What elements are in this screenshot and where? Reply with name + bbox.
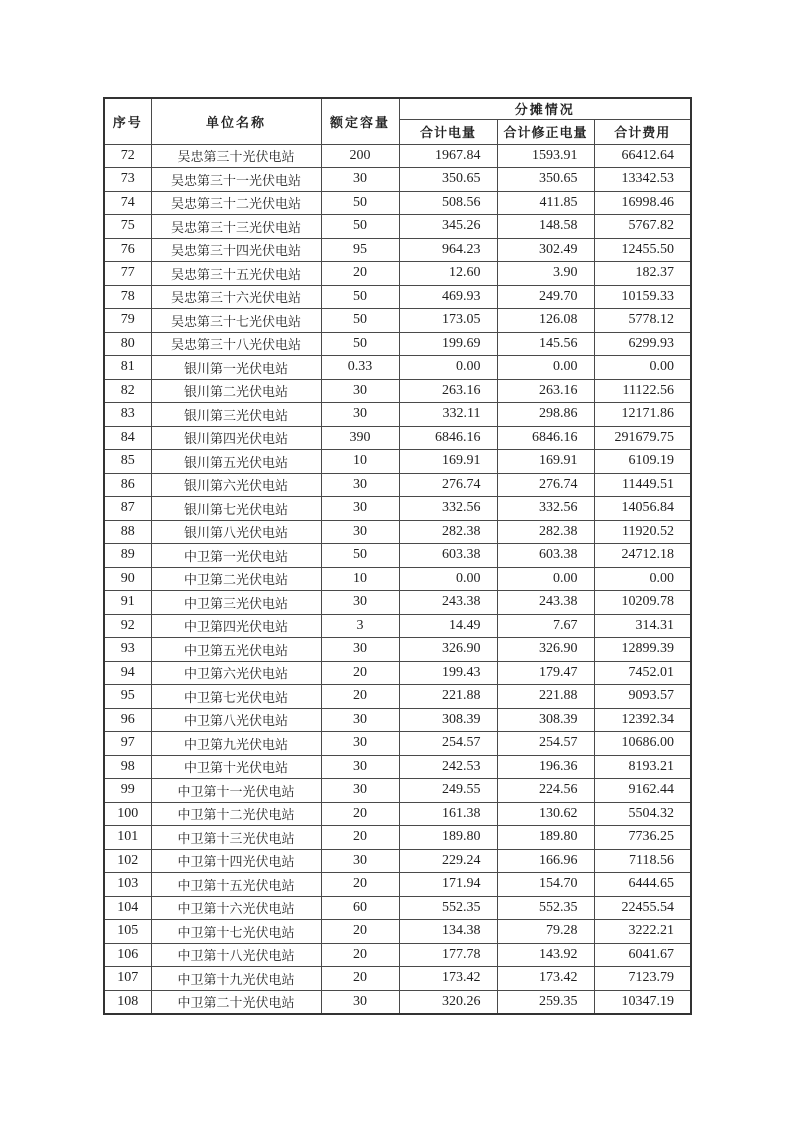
cell-total-corrected-power: 7.67: [497, 614, 594, 638]
cell-unit-name: 中卫第十五光伏电站: [151, 873, 321, 897]
cell-total-corrected-power: 189.80: [497, 826, 594, 850]
cell-unit-name: 吴忠第三十光伏电站: [151, 144, 321, 168]
cell-seq: 76: [104, 238, 151, 262]
cell-unit-name: 银川第六光伏电站: [151, 473, 321, 497]
cell-unit-name: 银川第一光伏电站: [151, 356, 321, 380]
cell-total-cost: 6299.93: [594, 332, 691, 356]
cell-total-corrected-power: 243.38: [497, 591, 594, 615]
cell-total-corrected-power: 282.38: [497, 520, 594, 544]
cell-total-power: 282.38: [399, 520, 497, 544]
cell-total-power: 249.55: [399, 779, 497, 803]
cell-seq: 107: [104, 967, 151, 991]
cell-capacity: 20: [321, 826, 399, 850]
cell-total-cost: 314.31: [594, 614, 691, 638]
cell-capacity: 20: [321, 873, 399, 897]
table-row: [104, 779, 691, 803]
cell-unit-name: 吴忠第三十八光伏电站: [151, 332, 321, 356]
header-allocation-group: 分摊情况: [399, 98, 691, 119]
cell-seq: 82: [104, 379, 151, 403]
cell-total-cost: 22455.54: [594, 896, 691, 920]
cell-total-power: 345.26: [399, 215, 497, 239]
cell-seq: 102: [104, 849, 151, 873]
cell-seq: 81: [104, 356, 151, 380]
cell-total-cost: 10159.33: [594, 285, 691, 309]
cell-capacity: 30: [321, 497, 399, 521]
cell-unit-name: 中卫第三光伏电站: [151, 591, 321, 615]
cell-total-corrected-power: 145.56: [497, 332, 594, 356]
cell-unit-name: 银川第四光伏电站: [151, 426, 321, 450]
cell-total-corrected-power: 259.35: [497, 990, 594, 1014]
cell-capacity: 30: [321, 379, 399, 403]
cell-seq: 90: [104, 567, 151, 591]
cell-total-corrected-power: 1593.91: [497, 144, 594, 168]
cell-total-cost: 5504.32: [594, 802, 691, 826]
table-row: [104, 708, 691, 732]
table-body: [104, 144, 691, 1014]
cell-total-cost: 11449.51: [594, 473, 691, 497]
cell-total-corrected-power: 143.92: [497, 943, 594, 967]
cell-total-power: 332.56: [399, 497, 497, 521]
cell-unit-name: 中卫第九光伏电站: [151, 732, 321, 756]
cell-seq: 77: [104, 262, 151, 286]
cell-total-cost: 66412.64: [594, 144, 691, 168]
cell-capacity: 390: [321, 426, 399, 450]
cell-total-cost: 0.00: [594, 356, 691, 380]
cell-capacity: 20: [321, 685, 399, 709]
cell-total-corrected-power: 326.90: [497, 638, 594, 662]
cell-capacity: 30: [321, 779, 399, 803]
cell-total-corrected-power: 173.42: [497, 967, 594, 991]
cell-capacity: 0.33: [321, 356, 399, 380]
table-row: [104, 896, 691, 920]
cell-total-cost: 8193.21: [594, 755, 691, 779]
cell-total-corrected-power: 179.47: [497, 661, 594, 685]
cell-seq: 103: [104, 873, 151, 897]
cell-unit-name: 中卫第六光伏电站: [151, 661, 321, 685]
cell-unit-name: 中卫第十三光伏电站: [151, 826, 321, 850]
cell-total-corrected-power: 166.96: [497, 849, 594, 873]
cell-capacity: 20: [321, 967, 399, 991]
cell-total-cost: 7118.56: [594, 849, 691, 873]
table-row: [104, 661, 691, 685]
cell-capacity: 50: [321, 544, 399, 568]
cell-total-corrected-power: 254.57: [497, 732, 594, 756]
cell-capacity: 50: [321, 191, 399, 215]
cell-unit-name: 中卫第二光伏电站: [151, 567, 321, 591]
cell-seq: 83: [104, 403, 151, 427]
cell-capacity: 50: [321, 285, 399, 309]
cell-capacity: 50: [321, 332, 399, 356]
cell-unit-name: 中卫第十光伏电站: [151, 755, 321, 779]
cell-total-corrected-power: 332.56: [497, 497, 594, 521]
cell-total-corrected-power: 411.85: [497, 191, 594, 215]
cell-unit-name: 吴忠第三十三光伏电站: [151, 215, 321, 239]
cell-total-cost: 10686.00: [594, 732, 691, 756]
cell-total-power: 171.94: [399, 873, 497, 897]
cell-total-cost: 9162.44: [594, 779, 691, 803]
cell-capacity: 30: [321, 520, 399, 544]
cell-seq: 85: [104, 450, 151, 474]
table-row: [104, 967, 691, 991]
cell-total-power: 350.65: [399, 168, 497, 192]
cell-seq: 96: [104, 708, 151, 732]
cell-unit-name: 中卫第五光伏电站: [151, 638, 321, 662]
cell-unit-name: 中卫第八光伏电站: [151, 708, 321, 732]
cell-unit-name: 银川第七光伏电站: [151, 497, 321, 521]
cell-seq: 80: [104, 332, 151, 356]
table-row: [104, 520, 691, 544]
cell-seq: 100: [104, 802, 151, 826]
table-row: [104, 873, 691, 897]
cell-seq: 72: [104, 144, 151, 168]
cell-total-corrected-power: 263.16: [497, 379, 594, 403]
table-row: [104, 285, 691, 309]
cell-unit-name: 中卫第十八光伏电站: [151, 943, 321, 967]
table-row: [104, 332, 691, 356]
table-row: [104, 168, 691, 192]
cell-total-power: 964.23: [399, 238, 497, 262]
table-row: [104, 544, 691, 568]
cell-unit-name: 中卫第十一光伏电站: [151, 779, 321, 803]
cell-total-cost: 6109.19: [594, 450, 691, 474]
cell-total-cost: 12899.39: [594, 638, 691, 662]
cell-total-corrected-power: 169.91: [497, 450, 594, 474]
cell-seq: 98: [104, 755, 151, 779]
cell-capacity: 30: [321, 403, 399, 427]
cell-capacity: 20: [321, 661, 399, 685]
table-row: [104, 990, 691, 1014]
cell-total-power: 508.56: [399, 191, 497, 215]
cell-capacity: 30: [321, 732, 399, 756]
cell-total-power: 308.39: [399, 708, 497, 732]
cell-total-corrected-power: 0.00: [497, 567, 594, 591]
cell-seq: 94: [104, 661, 151, 685]
allocation-table: [103, 97, 692, 1015]
cell-capacity: 30: [321, 849, 399, 873]
cell-capacity: 200: [321, 144, 399, 168]
cell-capacity: 50: [321, 309, 399, 333]
cell-total-cost: 7123.79: [594, 967, 691, 991]
cell-total-corrected-power: 0.00: [497, 356, 594, 380]
table-row: [104, 262, 691, 286]
cell-unit-name: 银川第八光伏电站: [151, 520, 321, 544]
cell-total-cost: 14056.84: [594, 497, 691, 521]
table-row: [104, 755, 691, 779]
cell-capacity: 30: [321, 638, 399, 662]
cell-total-corrected-power: 224.56: [497, 779, 594, 803]
cell-seq: 93: [104, 638, 151, 662]
table-row: [104, 614, 691, 638]
cell-unit-name: 中卫第一光伏电站: [151, 544, 321, 568]
table-row: [104, 356, 691, 380]
cell-total-power: 1967.84: [399, 144, 497, 168]
cell-unit-name: 吴忠第三十二光伏电站: [151, 191, 321, 215]
cell-seq: 99: [104, 779, 151, 803]
cell-total-power: 6846.16: [399, 426, 497, 450]
cell-total-cost: 182.37: [594, 262, 691, 286]
cell-unit-name: 中卫第四光伏电站: [151, 614, 321, 638]
table-row: [104, 450, 691, 474]
cell-seq: 108: [104, 990, 151, 1014]
cell-total-cost: 5778.12: [594, 309, 691, 333]
cell-unit-name: 吴忠第三十四光伏电站: [151, 238, 321, 262]
table-row: [104, 238, 691, 262]
table-row: [104, 144, 691, 168]
cell-seq: 89: [104, 544, 151, 568]
cell-capacity: 20: [321, 943, 399, 967]
cell-total-power: 169.91: [399, 450, 497, 474]
header-total-power: 合计电量: [399, 119, 497, 144]
cell-unit-name: 中卫第十九光伏电站: [151, 967, 321, 991]
table-row: [104, 920, 691, 944]
cell-total-power: 242.53: [399, 755, 497, 779]
cell-seq: 88: [104, 520, 151, 544]
cell-total-cost: 16998.46: [594, 191, 691, 215]
table-row: [104, 379, 691, 403]
cell-total-power: 552.35: [399, 896, 497, 920]
cell-total-corrected-power: 6846.16: [497, 426, 594, 450]
cell-total-power: 161.38: [399, 802, 497, 826]
cell-unit-name: 中卫第十六光伏电站: [151, 896, 321, 920]
cell-total-power: 326.90: [399, 638, 497, 662]
cell-total-cost: 11122.56: [594, 379, 691, 403]
cell-total-cost: 291679.75: [594, 426, 691, 450]
cell-seq: 104: [104, 896, 151, 920]
table-row: [104, 403, 691, 427]
cell-total-cost: 3222.21: [594, 920, 691, 944]
cell-total-cost: 12455.50: [594, 238, 691, 262]
cell-total-corrected-power: 302.49: [497, 238, 594, 262]
cell-unit-name: 中卫第十二光伏电站: [151, 802, 321, 826]
cell-total-corrected-power: 276.74: [497, 473, 594, 497]
cell-capacity: 50: [321, 215, 399, 239]
cell-total-power: 14.49: [399, 614, 497, 638]
cell-unit-name: 吴忠第三十一光伏电站: [151, 168, 321, 192]
header-unit-name: 单位名称: [151, 98, 321, 144]
cell-total-corrected-power: 196.36: [497, 755, 594, 779]
cell-total-power: 603.38: [399, 544, 497, 568]
cell-total-cost: 7736.25: [594, 826, 691, 850]
cell-seq: 75: [104, 215, 151, 239]
table-header: [104, 98, 691, 144]
cell-capacity: 10: [321, 567, 399, 591]
cell-capacity: 30: [321, 708, 399, 732]
cell-capacity: 30: [321, 990, 399, 1014]
cell-unit-name: 中卫第七光伏电站: [151, 685, 321, 709]
cell-total-corrected-power: 3.90: [497, 262, 594, 286]
cell-total-cost: 12392.34: [594, 708, 691, 732]
cell-total-power: 0.00: [399, 567, 497, 591]
cell-total-power: 199.69: [399, 332, 497, 356]
cell-total-corrected-power: 350.65: [497, 168, 594, 192]
table-row: [104, 567, 691, 591]
cell-seq: 84: [104, 426, 151, 450]
cell-total-cost: 6041.67: [594, 943, 691, 967]
cell-total-power: 276.74: [399, 473, 497, 497]
cell-seq: 73: [104, 168, 151, 192]
cell-total-corrected-power: 552.35: [497, 896, 594, 920]
cell-capacity: 30: [321, 591, 399, 615]
cell-capacity: 20: [321, 262, 399, 286]
table-row: [104, 732, 691, 756]
cell-total-corrected-power: 126.08: [497, 309, 594, 333]
cell-total-power: 243.38: [399, 591, 497, 615]
cell-seq: 97: [104, 732, 151, 756]
cell-unit-name: 中卫第十四光伏电站: [151, 849, 321, 873]
cell-total-power: 173.42: [399, 967, 497, 991]
cell-total-power: 12.60: [399, 262, 497, 286]
cell-total-cost: 11920.52: [594, 520, 691, 544]
cell-unit-name: 吴忠第三十七光伏电站: [151, 309, 321, 333]
cell-seq: 105: [104, 920, 151, 944]
table-row: [104, 638, 691, 662]
cell-seq: 86: [104, 473, 151, 497]
table-row: [104, 497, 691, 521]
cell-unit-name: 中卫第二十光伏电站: [151, 990, 321, 1014]
cell-total-corrected-power: 298.86: [497, 403, 594, 427]
cell-capacity: 30: [321, 168, 399, 192]
cell-total-power: 134.38: [399, 920, 497, 944]
cell-total-cost: 13342.53: [594, 168, 691, 192]
cell-capacity: 20: [321, 802, 399, 826]
cell-seq: 79: [104, 309, 151, 333]
cell-total-cost: 7452.01: [594, 661, 691, 685]
cell-unit-name: 银川第五光伏电站: [151, 450, 321, 474]
cell-seq: 87: [104, 497, 151, 521]
cell-total-cost: 10209.78: [594, 591, 691, 615]
cell-total-corrected-power: 603.38: [497, 544, 594, 568]
cell-unit-name: 银川第二光伏电站: [151, 379, 321, 403]
cell-total-power: 229.24: [399, 849, 497, 873]
cell-total-corrected-power: 148.58: [497, 215, 594, 239]
cell-seq: 91: [104, 591, 151, 615]
cell-total-corrected-power: 221.88: [497, 685, 594, 709]
table-row: [104, 849, 691, 873]
cell-unit-name: 吴忠第三十五光伏电站: [151, 262, 321, 286]
cell-total-cost: 6444.65: [594, 873, 691, 897]
cell-seq: 78: [104, 285, 151, 309]
header-seq: 序号: [104, 98, 151, 144]
cell-total-power: 0.00: [399, 356, 497, 380]
cell-seq: 95: [104, 685, 151, 709]
cell-capacity: 60: [321, 896, 399, 920]
table-row: [104, 943, 691, 967]
cell-total-corrected-power: 79.28: [497, 920, 594, 944]
cell-total-cost: 9093.57: [594, 685, 691, 709]
table-row: [104, 591, 691, 615]
cell-total-cost: 24712.18: [594, 544, 691, 568]
cell-total-cost: 12171.86: [594, 403, 691, 427]
table-row: [104, 826, 691, 850]
cell-total-power: 221.88: [399, 685, 497, 709]
cell-seq: 106: [104, 943, 151, 967]
cell-seq: 101: [104, 826, 151, 850]
cell-capacity: 10: [321, 450, 399, 474]
header-capacity: 额定容量: [321, 98, 399, 144]
cell-total-corrected-power: 249.70: [497, 285, 594, 309]
cell-total-power: 469.93: [399, 285, 497, 309]
cell-total-power: 199.43: [399, 661, 497, 685]
cell-capacity: 30: [321, 473, 399, 497]
cell-total-power: 320.26: [399, 990, 497, 1014]
cell-seq: 74: [104, 191, 151, 215]
cell-unit-name: 吴忠第三十六光伏电站: [151, 285, 321, 309]
cell-total-cost: 5767.82: [594, 215, 691, 239]
cell-total-power: 189.80: [399, 826, 497, 850]
cell-total-power: 177.78: [399, 943, 497, 967]
cell-total-corrected-power: 130.62: [497, 802, 594, 826]
cell-capacity: 3: [321, 614, 399, 638]
cell-unit-name: 中卫第十七光伏电站: [151, 920, 321, 944]
table-row: [104, 802, 691, 826]
cell-capacity: 95: [321, 238, 399, 262]
cell-total-power: 332.11: [399, 403, 497, 427]
table-row: [104, 309, 691, 333]
cell-total-cost: 10347.19: [594, 990, 691, 1014]
cell-total-corrected-power: 308.39: [497, 708, 594, 732]
table-row: [104, 685, 691, 709]
cell-capacity: 20: [321, 920, 399, 944]
cell-seq: 92: [104, 614, 151, 638]
cell-capacity: 30: [321, 755, 399, 779]
cell-total-cost: 0.00: [594, 567, 691, 591]
table-row: [104, 191, 691, 215]
cell-unit-name: 银川第三光伏电站: [151, 403, 321, 427]
header-total-corrected-power: 合计修正电量: [497, 119, 594, 144]
table-row: [104, 426, 691, 450]
table-row: [104, 215, 691, 239]
cell-total-power: 173.05: [399, 309, 497, 333]
table-row: [104, 473, 691, 497]
header-total-cost: 合计费用: [594, 119, 691, 144]
cell-total-power: 263.16: [399, 379, 497, 403]
cell-total-corrected-power: 154.70: [497, 873, 594, 897]
cell-total-power: 254.57: [399, 732, 497, 756]
